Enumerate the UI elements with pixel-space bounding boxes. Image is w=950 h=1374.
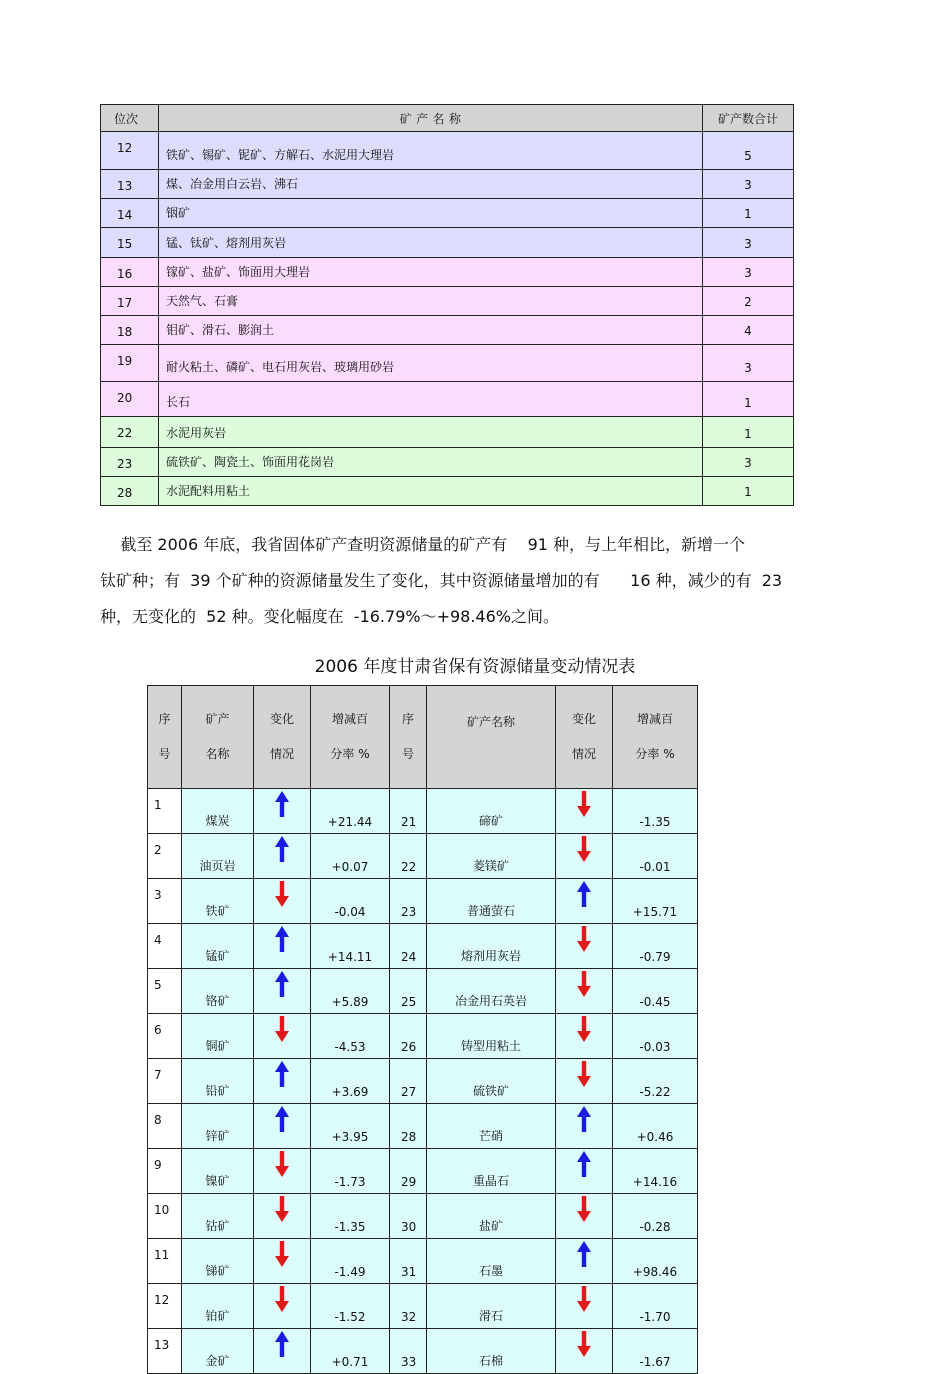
count-cell: 3: [703, 448, 794, 477]
mineral-name-header: 矿产 名称: [182, 686, 254, 789]
mineral2-cell: 盐矿: [427, 1194, 556, 1239]
mineral-names-cell: 水泥用灰岩: [159, 417, 703, 448]
percent2-cell: -0.01: [613, 834, 698, 879]
arrow-up-icon: [275, 926, 289, 955]
table2-row: [148, 969, 698, 1014]
table2-row: [148, 924, 698, 969]
mineral2-cell: 石墨: [427, 1239, 556, 1284]
mineral-cell: 煤炭: [182, 789, 254, 834]
arrow-up-icon: [275, 1106, 289, 1135]
percent-cell: +0.71: [311, 1329, 390, 1374]
index2-cell: 29: [390, 1149, 427, 1194]
index2-cell: 25: [390, 969, 427, 1014]
mineral-cell: 铁矿: [182, 879, 254, 924]
rank-cell: 22: [101, 417, 159, 448]
index-cell: 11: [148, 1239, 182, 1284]
index2-cell: 21: [390, 789, 427, 834]
percent-cell: -1.49: [311, 1239, 390, 1284]
index-header: 序 号: [148, 686, 182, 789]
mineral-cell: 镍矿: [182, 1149, 254, 1194]
table2-row: [148, 1284, 698, 1329]
percent2-cell: +15.71: [613, 879, 698, 924]
mineral-cell: 金矿: [182, 1329, 254, 1374]
mineral-cell: 铅矿: [182, 1059, 254, 1104]
arrow-up-icon: [275, 971, 289, 1000]
change-cell: [254, 1014, 311, 1059]
index2-cell: 31: [390, 1239, 427, 1284]
percent2-cell: -0.79: [613, 924, 698, 969]
index-cell: 13: [148, 1329, 182, 1374]
arrow-down-icon: [275, 1016, 289, 1045]
arrow-up-icon: [577, 881, 591, 910]
table2-row: [148, 1104, 698, 1149]
count-cell: 1: [703, 382, 794, 417]
arrow-up-icon: [275, 836, 289, 865]
arrow-down-icon: [577, 836, 591, 865]
mineral-names-cell: 锰、钛矿、熔剂用灰岩: [159, 228, 703, 258]
table1-row: [101, 287, 794, 316]
rank-cell: 13: [101, 170, 159, 199]
table2-row: [148, 834, 698, 879]
change-cell: [254, 1059, 311, 1104]
change-cell: [254, 969, 311, 1014]
table1-row: [101, 382, 794, 417]
table2-row: [148, 789, 698, 834]
count-cell: 3: [703, 170, 794, 199]
change-cell: [556, 1284, 613, 1329]
table1-row: [101, 345, 794, 382]
rank-header: 位次: [101, 105, 159, 132]
index2-cell: 22: [390, 834, 427, 879]
mineral-cell: 锑矿: [182, 1239, 254, 1284]
percent2-cell: +98.46: [613, 1239, 698, 1284]
count-cell: 3: [703, 345, 794, 382]
percent-cell: +0.07: [311, 834, 390, 879]
table1-row: [101, 132, 794, 170]
index2-cell: 26: [390, 1014, 427, 1059]
change-cell: [556, 1014, 613, 1059]
mineral2-cell: 石棉: [427, 1329, 556, 1374]
arrow-up-icon: [577, 1241, 591, 1270]
index-cell: 12: [148, 1284, 182, 1329]
index-cell: 6: [148, 1014, 182, 1059]
percent-cell: -1.35: [311, 1194, 390, 1239]
change-cell: [254, 1194, 311, 1239]
index-cell: 9: [148, 1149, 182, 1194]
percent2-cell: +14.16: [613, 1149, 698, 1194]
change-cell: [556, 1239, 613, 1284]
change-cell: [556, 1329, 613, 1374]
change-cell: [254, 924, 311, 969]
mineral-names-cell: 铟矿: [159, 199, 703, 228]
count-cell: 1: [703, 417, 794, 448]
arrow-up-icon: [577, 1106, 591, 1135]
mineral-names-cell: 硫铁矿、陶瓷土、饰面用花岗岩: [159, 448, 703, 477]
table2-row: [148, 1149, 698, 1194]
count-cell: 1: [703, 199, 794, 228]
index-cell: 3: [148, 879, 182, 924]
arrow-down-icon: [577, 926, 591, 955]
paragraph-line-3: 种，无变化的 52 种。变化幅度在 -16.79%～+98.46%之间。: [100, 607, 559, 626]
arrow-down-icon: [275, 881, 289, 910]
table2-row: [148, 1194, 698, 1239]
index-cell: 2: [148, 834, 182, 879]
percent2-header: 增减百 分率 %: [613, 686, 698, 789]
table1-row: [101, 258, 794, 287]
arrow-down-icon: [577, 791, 591, 820]
change-cell: [556, 834, 613, 879]
arrow-down-icon: [577, 971, 591, 1000]
mineral2-cell: 菱镁矿: [427, 834, 556, 879]
mineral-cell: 铬矿: [182, 969, 254, 1014]
percent2-cell: -1.67: [613, 1329, 698, 1374]
mineral-cell: 油页岩: [182, 834, 254, 879]
percent-cell: +5.89: [311, 969, 390, 1014]
table1-row: [101, 228, 794, 258]
rank-cell: 16: [101, 258, 159, 287]
mineral-names-cell: 钼矿、滑石、膨润土: [159, 316, 703, 345]
change-cell: [254, 1239, 311, 1284]
mineral-names-cell: 煤、冶金用白云岩、沸石: [159, 170, 703, 199]
change-cell: [556, 789, 613, 834]
change-cell: [254, 1329, 311, 1374]
count-cell: 3: [703, 258, 794, 287]
mineral2-cell: 重晶石: [427, 1149, 556, 1194]
rank-cell: 18: [101, 316, 159, 345]
table2-caption: 2006 年度甘肃省保有资源储量变动情况表: [314, 657, 636, 677]
change-cell: [556, 1104, 613, 1149]
mineral-name-header: 矿 产 名 称: [159, 105, 703, 132]
arrow-up-icon: [275, 1061, 289, 1090]
count-header: 矿产数合计: [703, 105, 794, 132]
arrow-down-icon: [275, 1151, 289, 1180]
table2-row: [148, 1014, 698, 1059]
mineral-names-cell: 铁矿、锡矿、铌矿、方解石、水泥用大理岩: [159, 132, 703, 170]
paragraph-line-2: 钛矿种；有 39 个矿种的资源储量发生了变化，其中资源储量增加的有 16 种，减少的有 23: [100, 571, 783, 590]
arrow-down-icon: [577, 1061, 591, 1090]
arrow-down-icon: [275, 1196, 289, 1225]
mineral-names-cell: 长石: [159, 382, 703, 417]
mineral2-cell: 普通萤石: [427, 879, 556, 924]
rank-cell: 12: [101, 132, 159, 170]
mineral-cell: 铂矿: [182, 1284, 254, 1329]
percent-cell: +14.11: [311, 924, 390, 969]
mineral-cell: 钴矿: [182, 1194, 254, 1239]
count-cell: 4: [703, 316, 794, 345]
index-cell: 4: [148, 924, 182, 969]
mineral2-cell: 芒硝: [427, 1104, 556, 1149]
percent-cell: +21.44: [311, 789, 390, 834]
mineral-cell: 锰矿: [182, 924, 254, 969]
table1-row: [101, 170, 794, 199]
percent2-cell: -0.45: [613, 969, 698, 1014]
change-cell: [556, 924, 613, 969]
index-cell: 10: [148, 1194, 182, 1239]
count-cell: 3: [703, 228, 794, 258]
rank-cell: 23: [101, 448, 159, 477]
arrow-down-icon: [275, 1241, 289, 1270]
rank-cell: 19: [101, 345, 159, 382]
percent2-cell: -1.35: [613, 789, 698, 834]
table1-row: [101, 199, 794, 228]
rank-cell: 20: [101, 382, 159, 417]
arrow-down-icon: [577, 1196, 591, 1225]
index2-cell: 33: [390, 1329, 427, 1374]
percent-cell: -1.73: [311, 1149, 390, 1194]
percent-cell: +3.69: [311, 1059, 390, 1104]
table1-row: [101, 448, 794, 477]
mineral-rank-table: [100, 104, 794, 506]
change-cell: [556, 969, 613, 1014]
change-cell: [254, 1149, 311, 1194]
index-cell: 7: [148, 1059, 182, 1104]
table1-row: [101, 316, 794, 345]
table1-row: [101, 417, 794, 448]
percent-cell: -1.52: [311, 1284, 390, 1329]
arrow-up-icon: [275, 791, 289, 820]
table2-header-row: [148, 686, 698, 789]
mineral-cell: 铜矿: [182, 1014, 254, 1059]
change-cell: [254, 789, 311, 834]
count-cell: 1: [703, 477, 794, 506]
change-cell: [556, 1194, 613, 1239]
mineral2-cell: 熔剂用灰岩: [427, 924, 556, 969]
table1-header-row: [101, 105, 794, 132]
index-cell: 8: [148, 1104, 182, 1149]
mineral2-cell: 冶金用石英岩: [427, 969, 556, 1014]
rank-cell: 28: [101, 477, 159, 506]
mineral2-cell: 铸型用粘土: [427, 1014, 556, 1059]
arrow-down-icon: [275, 1286, 289, 1315]
table2-row: [148, 1239, 698, 1284]
percent2-cell: -0.03: [613, 1014, 698, 1059]
mineral2-cell: 碲矿: [427, 789, 556, 834]
percent2-cell: -0.28: [613, 1194, 698, 1239]
rank-cell: 17: [101, 287, 159, 316]
mineral-names-cell: 镓矿、盐矿、饰面用大理岩: [159, 258, 703, 287]
table2-row: [148, 879, 698, 924]
index2-cell: 27: [390, 1059, 427, 1104]
mineral-name2-header: 矿产名称: [427, 686, 556, 789]
arrow-down-icon: [577, 1016, 591, 1045]
change-cell: [556, 1149, 613, 1194]
index2-header: 序 号: [390, 686, 427, 789]
count-cell: 2: [703, 287, 794, 316]
index-cell: 1: [148, 789, 182, 834]
mineral-names-cell: 耐火粘土、磷矿、电石用灰岩、玻璃用砂岩: [159, 345, 703, 382]
arrow-down-icon: [577, 1286, 591, 1315]
count-cell: 5: [703, 132, 794, 170]
percent-header: 增减百 分率 %: [311, 686, 390, 789]
percent-cell: -4.53: [311, 1014, 390, 1059]
table2-row: [148, 1059, 698, 1104]
percent-cell: +3.95: [311, 1104, 390, 1149]
mineral-cell: 锌矿: [182, 1104, 254, 1149]
rank-cell: 15: [101, 228, 159, 258]
mineral2-cell: 硫铁矿: [427, 1059, 556, 1104]
rank-cell: 14: [101, 199, 159, 228]
change-cell: [254, 1284, 311, 1329]
table2-row: [148, 1329, 698, 1374]
mineral2-cell: 滑石: [427, 1284, 556, 1329]
arrow-up-icon: [577, 1151, 591, 1180]
index2-cell: 24: [390, 924, 427, 969]
change-cell: [254, 834, 311, 879]
percent2-cell: -1.70: [613, 1284, 698, 1329]
mineral-names-cell: 水泥配料用粘土: [159, 477, 703, 506]
index2-cell: 23: [390, 879, 427, 924]
index2-cell: 30: [390, 1194, 427, 1239]
change-cell: [556, 879, 613, 924]
table1-row: [101, 477, 794, 506]
change-cell: [556, 1059, 613, 1104]
change-cell: [254, 1104, 311, 1149]
percent-cell: -0.04: [311, 879, 390, 924]
change2-header: 变化 情况: [556, 686, 613, 789]
mineral-names-cell: 天然气、石膏: [159, 287, 703, 316]
index2-cell: 32: [390, 1284, 427, 1329]
index2-cell: 28: [390, 1104, 427, 1149]
percent2-cell: -5.22: [613, 1059, 698, 1104]
summary-paragraph: [100, 527, 860, 635]
change-cell: [254, 879, 311, 924]
reserve-change-table: [147, 685, 698, 1374]
paragraph-line-1: 截至 2006 年底，我省固体矿产查明资源储量的矿产有 91 种，与上年相比，新增一个: [100, 535, 746, 554]
percent2-cell: +0.46: [613, 1104, 698, 1149]
change-header: 变化 情况: [254, 686, 311, 789]
index-cell: 5: [148, 969, 182, 1014]
